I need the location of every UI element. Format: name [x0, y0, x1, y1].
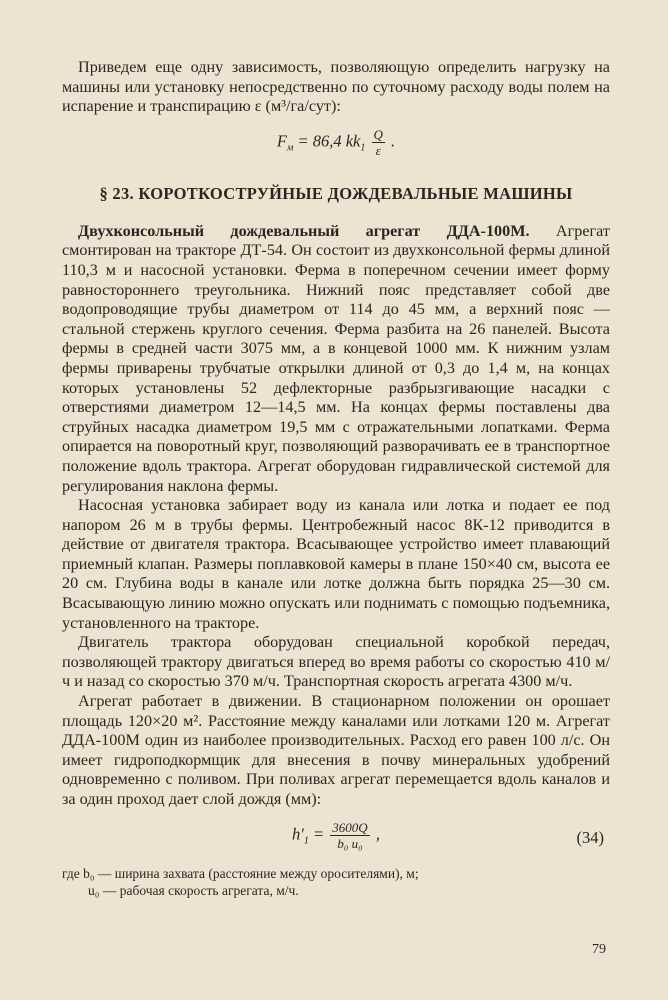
formula-lhs-sub: м — [286, 142, 294, 154]
formula2-eq: = — [313, 823, 325, 843]
section-title: § 23. КОРОТКОСТРУЙНЫЕ ДОЖДЕВАЛЬНЫЕ МАШИНЫ — [99, 183, 573, 203]
page-number: 79 — [592, 942, 606, 957]
paragraph-dda100m — [62, 222, 610, 496]
formula2-lhs-sub: 1 — [303, 835, 309, 847]
formula-tail: . — [391, 131, 396, 151]
where-line-u0: u₀ — рабочая скорость агрегата, м/ч. — [88, 882, 299, 898]
formula2-denominator: b₀ u₀ — [337, 835, 363, 851]
formula-load — [62, 127, 610, 158]
formula-lhs: F — [276, 131, 287, 151]
formula-rhs: = 86,4 kk — [297, 131, 361, 151]
where-legend — [62, 865, 610, 899]
formula-rhs-sub: 1 — [360, 142, 366, 154]
formula2-lhs: h′ — [292, 823, 304, 843]
paragraph-pump: Насосная установка забирает воду из канала или лотка и подает ее под напором 26 м в трубы фермы. Центробежный насос 8К-12 приводится в действие от двигателя трактора. Всасывающее устройство имеет плавающий приемный клапан. Размеры поплавковой камеры в плане 150×40 см, высота ее 20 см. Глубина воды в канале или лотке должна быть порядка 25—30 см. Всасывающую линию можно опускать или поднимать с помощью подъемника, установленного на тракторе. — [62, 496, 610, 632]
page-content — [62, 58, 610, 899]
formula2-fraction — [330, 820, 369, 851]
where-line-b0: где b₀ — ширина захвата (расстояние между оросителями), м; — [62, 865, 419, 881]
formula-numerator: Q — [373, 126, 383, 142]
paragraph-engine: Двигатель трактора оборудован специальной коробкой передач, позволяющей трактору двигаться вперед во время работы со скоростью 410 м/ч и назад со скоростью 370 м/ч. Транспортная скорость агрегата 4300 м/ч. — [62, 633, 610, 691]
paragraph-lead: Двухконсольный дождевальный агрегат ДДА-100М. — [78, 221, 530, 240]
paragraph-operation: Агрегат работает в движении. В стационарном положении он орошает площадь 120×20 м². Расстояние между каналами или лотками 120 м. Агрегат ДДА-100М один из наиболее производительных. Расход его равен 100 л/с. Он имеет гидроподкормщик для внесения в почву минеральных удобрений одновременно с поливом. При поливах агрегат перемещается вдоль каналов и за один проход дает слой дождя (мм): — [62, 692, 610, 808]
intro-paragraph: Приведем еще одну зависимость, позволяющую определить нагрузку на машины или установку непосредственно по суточному расходу воды полем на испарение и транспирацию ε (м³/га/сут): — [62, 58, 610, 116]
formula-denominator: ε — [375, 142, 381, 158]
formula-fraction — [372, 127, 385, 158]
paragraph-dda100m-text: Агрегат смонтирован на тракторе ДТ-54. Он состоит из двухконсольной фермы длиной 110,3 м и насосной установки. Ферма в поперечном сечении имеет форму равностороннего треугольника. Нижний пояс представляет собой две водопроводящие трубы диаметром от 114 до 45 мм, а верхний пояс — стальной стержень круглого сечения. Ферма разбита на 26 панелей. Высота фермы в средней части 3075 мм, а в концевой 1000 мм. К нижним узлам фермы приварены трубчатые открылки длиной от 0,3 до 1,4 м, на концах которых установлены 52 дефлекторные разбрызгивающие насадки с отверстиями диаметром 12—14,5 мм. На концах фермы поставлены два струйных насадка диаметром 19,5 мм с отражательными лопатками. Ферма опирается на поворотный круг, позволяющий разворачивать ее в транспортное положение вдоль трактора. Агрегат оборудован гидравлической системой для регулирования наклона фермы. — [62, 221, 610, 495]
equation-number: (34) — [576, 827, 604, 847]
formula2-numerator: 3600Q — [332, 819, 368, 835]
formula2-tail: , — [375, 823, 380, 843]
formula-rain-layer — [62, 820, 610, 851]
